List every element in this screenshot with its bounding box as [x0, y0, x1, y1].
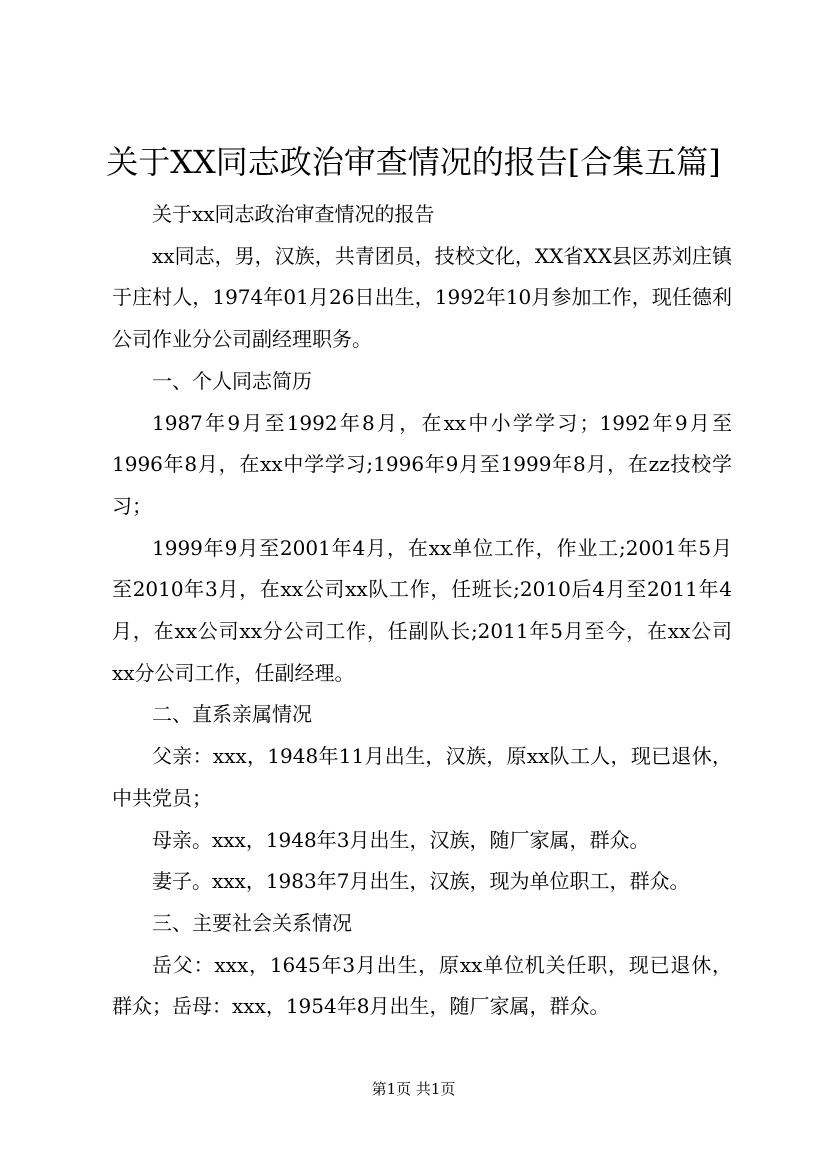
resume-education-paragraph: 1987年9月至1992年8月，在xx中小学学习；1992年9月至1996年8月，在xx中学学习;1996年9月至1999年8月，在zz技校学习； [112, 410, 732, 518]
document-body [112, 194, 732, 1028]
section-heading-resume: 一、个人同志简历 [152, 368, 312, 393]
resume-work-paragraph: 1999年9月至2001年4月，在xx单位工作，作业工;2001年5月至2010年3月，在xx公司xx队工作，任班长;2010后4月至2011年4月，在xx公司xx分公司工作，任副队长;2011年5月至今，在xx公司xx分公司工作，任副经理。 [112, 535, 732, 685]
section-heading-social: 三、主要社会关系情况 [152, 910, 352, 935]
subtitle-paragraph: 关于xx同志政治审查情况的报告 [152, 202, 435, 226]
page-number-footer: 第1页 共1页 [371, 1080, 456, 1098]
family-wife-paragraph: 妻子。xxx，1983年7月出生，汉族，现为单位职工，群众。 [152, 869, 690, 894]
family-mother-paragraph: 母亲。xxx，1948年3月出生，汉族，随厂家属，群众。 [152, 827, 650, 852]
section-heading-family: 二、直系亲属情况 [152, 702, 312, 727]
intro-paragraph: xx同志，男，汉族，共青团员，技校文化，XX省XX县区苏刘庄镇于庄村人，1974年01月26日出生，1992年10月参加工作，现任德利公司作业分公司副经理职务。 [112, 243, 732, 352]
family-father-paragraph: 父亲：xxx，1948年11月出生，汉族，原xx队工人，现已退休，中共党员； [112, 744, 732, 810]
social-relations-paragraph: 岳父：xxx，1645年3月出生，原xx单位机关任职，现已退休，群众；岳母：xxx，1954年8月出生，随厂家属，群众。 [112, 952, 732, 1019]
document-title: 关于XX同志政治审查情况的报告[合集五篇] [106, 143, 721, 181]
